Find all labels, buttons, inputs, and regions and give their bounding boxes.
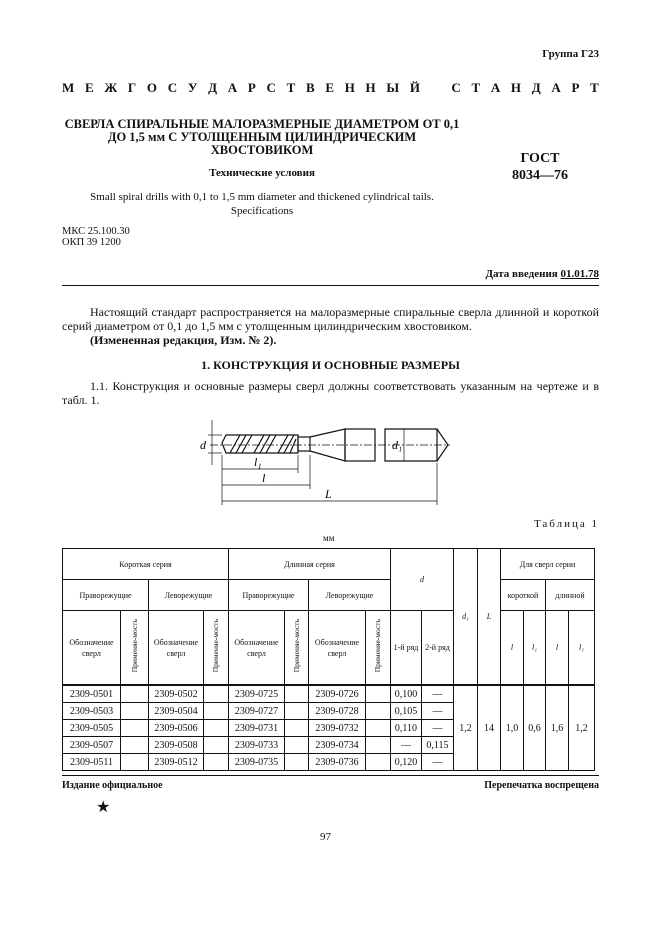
header-d [391,549,454,611]
empty-cell [366,754,391,771]
banner-letter: М [62,80,75,95]
banner-letter: Ы [386,80,400,95]
gost-code: 8034—76 [512,168,568,183]
effective-date [485,268,599,280]
l1-symbol: l₁ [531,643,537,652]
standard-title: СВЕРЛА СПИРАЛЬНЫЕ МАЛОРАЗМЕРНЫЕ ДИАМЕТРОМ ОТ 0,1 ДО 1,5 мм С УТОЛЩЕННЫМ ЦИЛИНДРИЧЕСКИМ ХВОСТОВИКОМ [64,117,460,157]
banner-letter: В [305,80,315,95]
banner-letter: Р [571,80,580,95]
header-row2: 2-й ряд [422,611,454,686]
empty-cell [204,703,229,720]
okp-code: ОКП 39 1200 [62,237,121,248]
amendment-note: (Измененная редакция, Изм. № 2). [90,333,277,347]
mks-code: МКС 25.100.30 [62,226,130,237]
merged-long_l1: 1,2 [569,685,595,771]
header-l1-short [524,611,546,686]
banner-letter: С [266,80,276,95]
empty-cell [204,720,229,737]
applicability-text: Применяе-мость [291,619,301,673]
table-cell: 0,115 [422,737,454,754]
table-cell: 2309-0725 [229,685,285,703]
header-applicability [204,611,229,686]
empty-cell [285,720,309,737]
table-caption: Таблица 1 [533,518,599,530]
paragraph-1-1: 1.1. Конструкция и основные размеры сверл должны соответствовать указанным на чертеже и в табл. 1. [62,379,599,407]
banner-letter: Й [409,80,420,95]
banner-letter: У [187,80,198,95]
header-short: короткой [501,580,546,611]
label-L: L [325,487,332,501]
table-cell: 2309-0512 [149,754,204,771]
header-long-series: Длинная серия [229,549,391,580]
banner-letter: А [227,80,238,95]
label-l1: l₁ [254,455,262,469]
empty-cell [285,754,309,771]
table-cell: 0,120 [391,754,422,771]
classification-codes [62,226,130,248]
header-designation: Обозначение сверл [229,611,285,686]
units-label: мм [323,533,335,543]
header-l-short [501,611,524,686]
banner-letter: Н [365,80,376,95]
table-cell: 2309-0731 [229,720,285,737]
banner-letter: Т [286,80,296,95]
table-cell: 2309-0506 [149,720,204,737]
footer-divider [62,775,599,776]
table-cell: — [422,720,454,737]
drill-drawing [190,415,450,515]
intro-paragraph: Настоящий стандарт распространяется на малоразмерные спиральные сверла длинной и короткой серий диаметром от 0,1 до 1,5 мм с утолщенным цилиндрическим хвостовиком. [62,305,599,333]
banner-letter: Н [344,80,355,95]
table-cell: 2309-0733 [229,737,285,754]
table-cell: 2309-0502 [149,685,204,703]
banner-letter: Ж [104,80,118,95]
empty-cell [366,703,391,720]
empty-cell [121,703,149,720]
table-row [63,685,622,703]
header-applicability [366,611,391,686]
d-symbol: d [420,575,424,584]
header-l1-long [569,611,595,686]
header-for-series: Для сверл серии [501,549,595,580]
header-left-short: Леворежущие [149,580,229,611]
table-cell: 2309-0508 [149,737,204,754]
gost-number [500,150,580,184]
banner-letter: Д [208,80,218,95]
merged-short_l: 1,0 [501,685,524,771]
star-icon: ★ [96,799,111,816]
table-cell: 2309-0507 [63,737,121,754]
d1-symbol: d₁ [462,612,469,621]
merged-long_l: 1,6 [546,685,569,771]
empty-cell [204,737,229,754]
banner-letter: Н [510,80,522,95]
header-right-long: Праворежущие [229,580,309,611]
table-body [63,685,622,771]
empty-cell [366,685,391,703]
official-edition: Издание официальное [62,780,163,791]
table-cell: 2309-0504 [149,703,204,720]
table-cell: 2309-0735 [229,754,285,771]
group-code: Группа Г23 [542,48,599,60]
table-cell: 2309-0736 [309,754,366,771]
banner-letter [431,80,441,96]
section-heading: 1. КОНСТРУКЦИЯ И ОСНОВНЫЕ РАЗМЕРЫ [201,358,460,372]
interstate-standard-banner [62,80,599,96]
empty-cell [121,720,149,737]
empty-cell [285,737,309,754]
divider [62,285,599,286]
table-cell: 2309-0511 [63,754,121,771]
table-cell: 0,100 [391,685,422,703]
drill-sizes-table [62,548,622,771]
table-cell: — [391,737,422,754]
banner-letter: Е [325,80,334,95]
empty-cell [121,754,149,771]
table-cell: 0,105 [391,703,422,720]
l-symbol: l [510,643,514,652]
reprint-notice: Перепечатка воспрещена [484,780,599,791]
header-long: длинной [546,580,595,611]
english-title: Small spiral drills with 0,1 to 1,5 mm diameter and thickened cylindrical tails. Specifications [90,191,434,217]
banner-letter: Т [590,80,599,95]
banner-letter: С [451,80,461,95]
table-cell: 2309-0732 [309,720,366,737]
label-l: l [262,471,266,485]
header-designation: Обозначение сверл [149,611,204,686]
table-cell: 2309-0728 [309,703,366,720]
banner-letter: Е [84,80,94,95]
label-d: d [200,438,206,452]
empty-cell [285,703,309,720]
banner-letter: А [551,80,561,95]
table-cell: 0,110 [391,720,422,737]
l1-symbol: l₁ [578,643,584,652]
empty-cell [121,737,149,754]
page-number: 97 [320,831,331,843]
header-applicability [285,611,309,686]
table-cell: 2309-0503 [63,703,121,720]
table-cell: — [422,703,454,720]
header-d1 [454,549,478,686]
date-value: 01.01.78 [560,268,599,280]
table-cell: 2309-0501 [63,685,121,703]
merged-d1: 1,2 [454,685,478,771]
header-right-short: Праворежущие [63,580,149,611]
table-cell: 2309-0727 [229,703,285,720]
L-symbol: L [486,612,492,621]
header-applicability [121,611,149,686]
empty-cell [121,685,149,703]
banner-letter: Т [471,80,481,95]
banner-letter: Р [247,80,256,95]
empty-cell [366,737,391,754]
applicability-text: Применяе-мость [373,619,382,673]
header-l-long [546,611,569,686]
standard-subtitle: Технические условия [209,167,315,179]
banner-letter: А [490,80,501,95]
banner-letter: Г [127,80,137,95]
table-cell: 2309-0734 [309,737,366,754]
table-cell: 2309-0726 [309,685,366,703]
header-left-long: Леворежущие [309,580,391,611]
l-symbol: l [555,643,559,652]
footer [62,780,599,791]
empty-cell [204,685,229,703]
banner-letter: С [167,80,178,95]
applicability-text: Применяе-мость [129,619,139,673]
empty-cell [204,754,229,771]
header-designation: Обозначение сверл [309,611,366,686]
table-cell: — [422,685,454,703]
banner-letter: О [146,80,158,95]
header-designation: Обозначение сверл [63,611,121,686]
banner-letter: Д [531,80,541,95]
gost-label: ГОСТ [520,151,560,166]
empty-cell [285,685,309,703]
merged-short_l1: 0,6 [524,685,546,771]
table-cell: 2309-0505 [63,720,121,737]
empty-cell [366,720,391,737]
header-short-series: Короткая серия [63,549,229,580]
label-d1: d₁ [392,438,403,452]
table-cell: — [422,754,454,771]
date-label: Дата введения [485,268,558,280]
header-row1: 1-й ряд [391,611,422,686]
header-L [478,549,501,686]
merged-L: 14 [478,685,501,771]
applicability-text: Применяе-мость [211,619,220,673]
